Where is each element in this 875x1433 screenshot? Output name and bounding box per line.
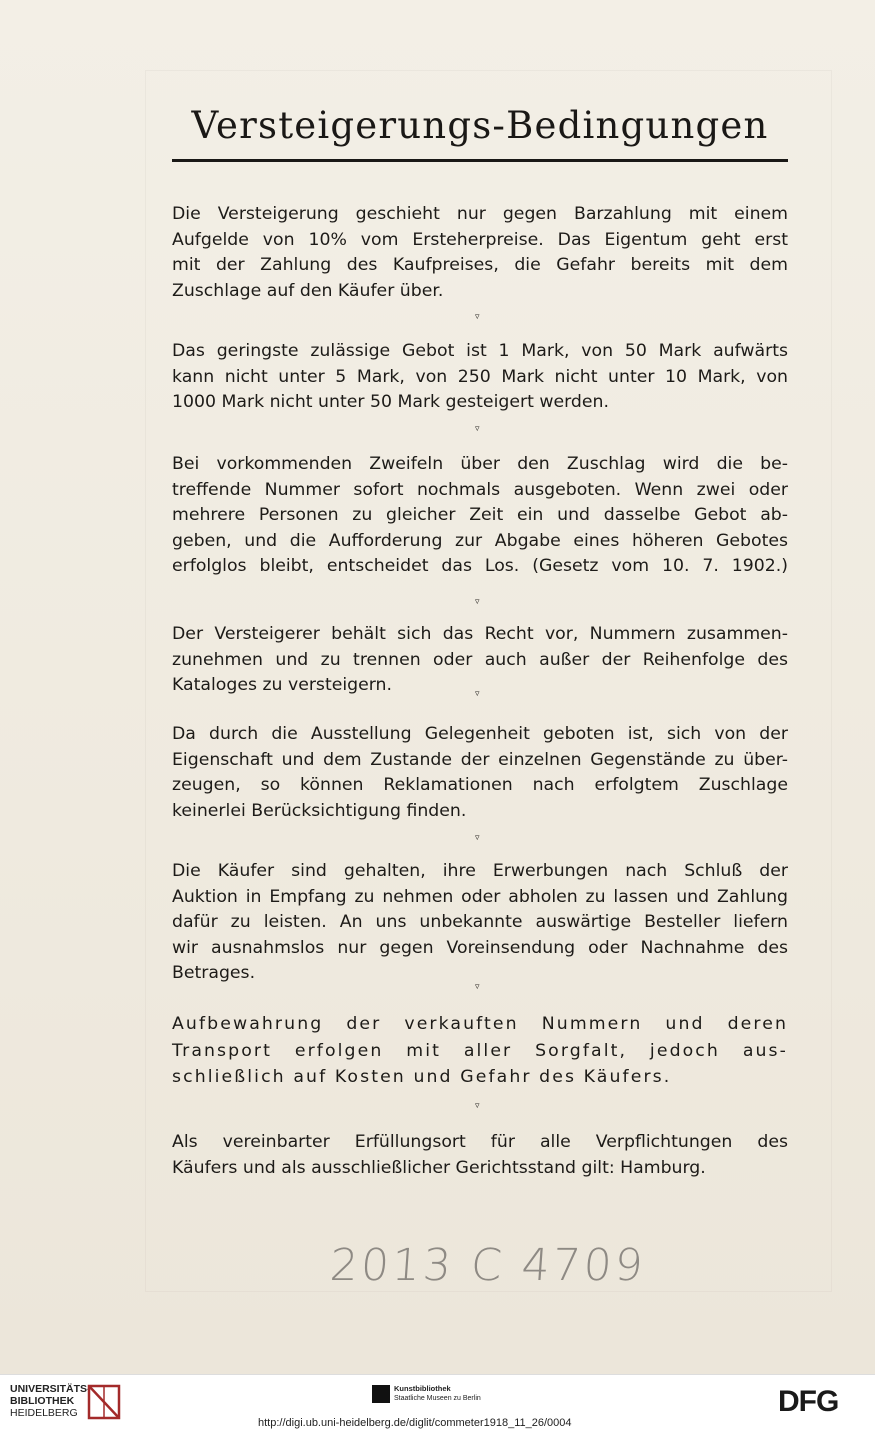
text-line: 1000 Mark nicht unter 50 Mark gesteigert werden. bbox=[172, 392, 609, 412]
text-line: Die Versteigerung geschieht nur gegen Barzahlung mit einem bbox=[172, 204, 788, 224]
text-line: Eigenschaft und dem Zustande der einzelnen Gegenstände zu über- bbox=[172, 749, 788, 770]
university-logo-icon[interactable] bbox=[86, 1383, 122, 1421]
separator-triangle-icon: ▿ bbox=[475, 1101, 480, 1111]
library-line: BIBLIOTHEK bbox=[10, 1395, 75, 1407]
dfg-logo[interactable]: DFG bbox=[778, 1385, 839, 1418]
text-line: mehrere Personen zu gleicher Zeit ein und dasselbe Gebot ab- bbox=[172, 505, 788, 525]
text-line: Die Käufer sind gehalten, ihre Erwerbungen nach Schluß der bbox=[172, 861, 788, 881]
separator-triangle-icon: ▿ bbox=[475, 597, 480, 607]
handwritten-shelfmark: 2013 C 4709 bbox=[328, 1240, 648, 1291]
separator-triangle-icon: ▿ bbox=[475, 982, 480, 992]
paragraph-payment bbox=[172, 202, 788, 304]
text-line: Der Versteigerer behält sich das Recht vor, Nummern zusammen- bbox=[172, 624, 788, 644]
text-line: zeugen, so können Reklamationen nach erfolgtem Zuschlage bbox=[172, 775, 788, 795]
text-line: erfolglos bleibt, entscheidet das Los. (Gesetz vom 10. 7. 1902.) bbox=[172, 556, 788, 576]
text-line: Käufers und als ausschließlicher Gerichtsstand gilt: Hamburg. bbox=[172, 1157, 706, 1178]
title-underline bbox=[172, 159, 788, 162]
text-line: Kataloges zu versteigern. bbox=[172, 675, 392, 695]
text-line: mit der Zahlung des Kaufpreises, die Gefahr bereits mit dem bbox=[172, 255, 788, 275]
paragraph-storage bbox=[172, 1011, 788, 1091]
separator-triangle-icon: ▿ bbox=[475, 312, 480, 322]
permalink-url[interactable]: http://digi.ub.uni-heidelberg.de/diglit/commeter1918_11_26/0004 bbox=[258, 1417, 572, 1429]
text-line: kann nicht unter 5 Mark, von 250 Mark nicht unter 10 Mark, von bbox=[172, 366, 788, 387]
page-title: Versteigerungs-Bedingungen bbox=[191, 104, 769, 147]
separator-triangle-icon: ▿ bbox=[475, 833, 480, 843]
text-line: dafür zu leisten. An uns unbekannte auswärtige Besteller liefern bbox=[172, 912, 788, 932]
library-subtitle: Staatliche Museen zu Berlin bbox=[394, 1395, 481, 1402]
text-line: Aufgelde von 10% vom Ersteherpreise. Das Eigentum geht erst bbox=[172, 229, 788, 250]
city-line: HEIDELBERG bbox=[10, 1407, 78, 1419]
university-library-label[interactable] bbox=[10, 1383, 91, 1419]
kunstbibliothek-label[interactable] bbox=[394, 1384, 481, 1403]
text-line: Bei vorkommenden Zweifeln über den Zuschlag wird die be- bbox=[172, 454, 788, 474]
paragraph-exhibition bbox=[172, 722, 788, 824]
university-line: UNIVERSITÄTS- bbox=[10, 1383, 91, 1395]
separator-triangle-icon: ▿ bbox=[475, 424, 480, 434]
text-line: schließlich auf Kosten und Gefahr des Käufers. bbox=[172, 1067, 672, 1087]
paragraph-collection bbox=[172, 859, 788, 987]
text-line: Zuschlage auf den Käufer über. bbox=[172, 280, 444, 301]
text-line: Als vereinbarter Erfüllungsort für alle Verpflichtungen des bbox=[172, 1132, 788, 1152]
text-line: wir ausnahmslos nur gegen Voreinsendung oder Nachnahme des bbox=[172, 937, 788, 958]
paragraph-auctioneer-rights bbox=[172, 622, 788, 699]
paragraph-disputes bbox=[172, 452, 788, 580]
text-line: Auktion in Empfang zu nehmen oder abholen zu lassen und Zahlung bbox=[172, 886, 788, 907]
text-line: treffende Nummer sofort nochmals ausgeboten. Wenn zwei oder bbox=[172, 479, 788, 500]
library-name: Kunstbibliothek bbox=[394, 1384, 451, 1393]
text-line: Transport erfolgen mit aller Sorgfalt, jedoch aus- bbox=[172, 1040, 788, 1061]
paragraph-minimum-bid bbox=[172, 339, 788, 416]
text-line: zunehmen und zu trennen oder auch außer der Reihenfolge des bbox=[172, 649, 788, 670]
text-line: Betrages. bbox=[172, 963, 256, 983]
text-line: Da durch die Ausstellung Gelegenheit geboten ist, sich von der bbox=[172, 724, 788, 744]
text-line: keinerlei Berücksichtigung finden. bbox=[172, 800, 467, 821]
separator-triangle-icon: ▿ bbox=[475, 689, 480, 699]
text-line: Aufbewahrung der verkauften Nummern und deren bbox=[172, 1014, 788, 1034]
viewer-footer bbox=[0, 1374, 875, 1433]
paragraph-jurisdiction bbox=[172, 1130, 788, 1181]
kunstbibliothek-logo-icon[interactable] bbox=[372, 1385, 390, 1403]
text-line: Das geringste zulässige Gebot ist 1 Mark, von 50 Mark aufwärts bbox=[172, 341, 788, 361]
text-line: geben, und die Aufforderung zur Abgabe eines höheren Gebotes bbox=[172, 530, 788, 551]
